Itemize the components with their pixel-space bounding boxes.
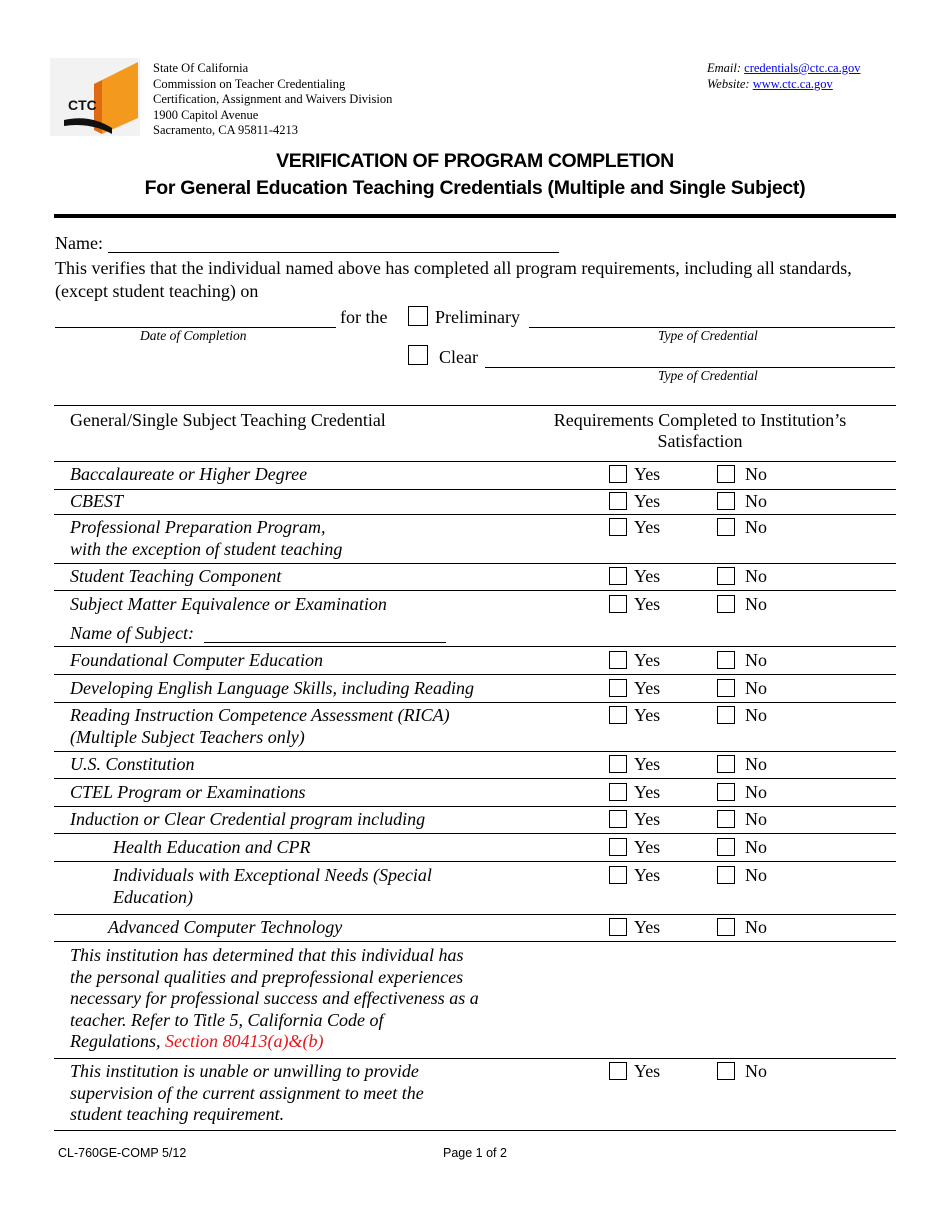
logo-text: CTC: [68, 97, 97, 113]
header-divider: [54, 214, 896, 218]
address-line: State Of California: [153, 61, 249, 75]
col1-header: General/Single Subject Teaching Credential: [70, 410, 386, 430]
no-checkbox[interactable]: [717, 465, 735, 483]
col2-header: Requirements Completed to Institution’s Satisfaction: [553, 410, 847, 451]
row-line: [54, 702, 896, 703]
requirement-label: CBEST: [70, 491, 124, 511]
no-label: No: [745, 837, 767, 857]
requirement-label: Reading Instruction Competence Assessment (RICA) (Multiple Subject Teachers only): [70, 705, 450, 747]
yes-checkbox[interactable]: [609, 866, 627, 884]
no-label: No: [745, 754, 767, 774]
requirement-label: Student Teaching Component: [70, 566, 282, 586]
date-caption: Date of Completion: [140, 328, 247, 343]
website-label: Website:: [707, 76, 750, 91]
yes-checkbox[interactable]: [609, 838, 627, 856]
no-checkbox[interactable]: [717, 595, 735, 613]
website-link[interactable]: www.ctc.ca.gov: [752, 76, 833, 91]
no-checkbox[interactable]: [717, 651, 735, 669]
yes-checkbox[interactable]: [609, 595, 627, 613]
preliminary-checkbox[interactable]: [408, 306, 428, 326]
no-label: No: [745, 517, 767, 537]
verify-text-line2: (except student teaching) on: [55, 281, 259, 301]
no-label: No: [745, 650, 767, 670]
yes-checkbox[interactable]: [609, 518, 627, 536]
qualities-statement: This institution has determined that this individual has the personal qualities and preprofessional experiences necessary for professional success and effectiveness as a teacher. Refer to Title 5, California Code of Regulations, Section 80413(a)&(b): [70, 945, 479, 1051]
page-number: Page 1 of 2: [443, 1146, 507, 1160]
requirement-label: Professional Preparation Program, with the exception of student teaching: [70, 517, 343, 559]
yes-checkbox[interactable]: [609, 492, 627, 510]
row-line: [54, 861, 896, 862]
yes-label: Yes: [634, 464, 661, 484]
preliminary-label: Preliminary: [435, 307, 520, 327]
row-line: [54, 514, 896, 515]
unable-statement: This institution is unable or unwilling to provide supervision of the current assignment to meet the student teaching requirement.: [70, 1061, 424, 1124]
no-label: No: [745, 782, 767, 802]
requirement-label: Health Education and CPR: [113, 837, 311, 857]
yes-checkbox[interactable]: [609, 810, 627, 828]
no-checkbox[interactable]: [717, 706, 735, 724]
yes-label: Yes: [634, 917, 661, 937]
no-checkbox[interactable]: [717, 679, 735, 697]
header-row-line: [54, 461, 896, 462]
no-checkbox[interactable]: [717, 492, 735, 510]
yes-label: Yes: [634, 754, 661, 774]
agency-address: [153, 61, 392, 139]
no-label: No: [745, 464, 767, 484]
row-line: [54, 751, 896, 752]
yes-label: Yes: [634, 678, 661, 698]
no-label: No: [745, 705, 767, 725]
row-line: [54, 563, 896, 564]
yes-label: Yes: [634, 705, 661, 725]
ctc-logo: [50, 58, 140, 136]
section-80413-link[interactable]: Section 80413(a)&(b): [165, 1031, 324, 1051]
yes-label: Yes: [634, 782, 661, 802]
no-checkbox[interactable]: [717, 810, 735, 828]
table-bottom-line: [54, 1130, 896, 1131]
yes-checkbox[interactable]: [609, 465, 627, 483]
row-line: [54, 590, 896, 591]
address-line: Sacramento, CA 95811-4213: [153, 123, 299, 138]
row-line: [54, 646, 896, 647]
no-label: No: [745, 1061, 767, 1081]
yes-label: Yes: [634, 650, 661, 670]
yes-checkbox[interactable]: [609, 783, 627, 801]
no-checkbox[interactable]: [717, 567, 735, 585]
no-label: No: [745, 594, 767, 614]
yes-checkbox[interactable]: [609, 567, 627, 585]
no-label: No: [745, 491, 767, 511]
address-line: Certification, Assignment and Waivers Division: [153, 92, 393, 107]
page-subtitle: For General Education Teaching Credentials (Multiple and Single Subject): [144, 177, 806, 199]
verify-text-line1: This verifies that the individual named above has completed all program requirements, including all standards,: [55, 258, 852, 278]
no-checkbox[interactable]: [717, 518, 735, 536]
address-line: 1900 Capitol Avenue: [153, 107, 259, 122]
yes-label: Yes: [634, 837, 661, 857]
name-field[interactable]: [108, 252, 559, 253]
requirement-label: Subject Matter Equivalence or Examination Name of Subject:: [70, 594, 387, 643]
clear-checkbox[interactable]: [408, 345, 428, 365]
email-label: Email:: [707, 61, 742, 75]
type-caption-preliminary: Type of Credential: [658, 328, 758, 343]
yes-label: Yes: [634, 594, 661, 614]
no-checkbox[interactable]: [717, 783, 735, 801]
requirement-label: Induction or Clear Credential program including: [70, 809, 426, 829]
requirement-label: Individuals with Exceptional Needs (Special Education): [113, 865, 432, 907]
no-checkbox[interactable]: [717, 838, 735, 856]
no-checkbox[interactable]: [717, 755, 735, 773]
name-label: Name:: [55, 233, 103, 253]
requirement-label: Advanced Computer Technology: [108, 917, 343, 937]
yes-label: Yes: [634, 566, 661, 586]
no-label: No: [745, 917, 767, 937]
yes-checkbox[interactable]: [609, 918, 627, 936]
no-label: No: [745, 809, 767, 829]
unable-yes-checkbox[interactable]: [609, 1062, 627, 1080]
row-line: [54, 778, 896, 779]
name-of-subject-field[interactable]: [204, 642, 446, 643]
email-link[interactable]: credentials@ctc.ca.gov: [744, 61, 861, 75]
address-line: Commission on Teacher Credentialing: [153, 76, 346, 91]
row-line: [54, 833, 896, 834]
requirement-label: Baccalaureate or Higher Degree: [70, 464, 308, 484]
row-line: [54, 1058, 896, 1059]
yes-label: Yes: [634, 1061, 661, 1081]
type-caption-clear: Type of Credential: [658, 368, 758, 383]
no-checkbox[interactable]: [717, 918, 735, 936]
row-line: [54, 806, 896, 807]
no-checkbox[interactable]: [717, 866, 735, 884]
yes-label: Yes: [634, 809, 661, 829]
no-label: No: [745, 865, 767, 885]
row-line: [54, 914, 896, 915]
clear-label: Clear: [439, 347, 478, 367]
yes-checkbox[interactable]: [609, 679, 627, 697]
table-top-line: [54, 405, 896, 406]
row-line: [54, 674, 896, 675]
yes-checkbox[interactable]: [609, 706, 627, 724]
form-code: CL-760GE-COMP 5/12: [58, 1146, 187, 1160]
requirement-label: Developing English Language Skills, including Reading: [70, 678, 474, 698]
for-the-label: for the: [340, 307, 388, 327]
contact-info: [707, 61, 860, 92]
row-line: [54, 489, 896, 490]
no-label: No: [745, 566, 767, 586]
no-label: No: [745, 678, 767, 698]
unable-no-checkbox[interactable]: [717, 1062, 735, 1080]
requirement-label: Foundational Computer Education: [70, 650, 323, 670]
requirement-label: CTEL Program or Examinations: [70, 782, 306, 802]
yes-checkbox[interactable]: [609, 651, 627, 669]
requirement-label: U.S. Constitution: [70, 754, 195, 774]
row-line: [54, 941, 896, 942]
yes-label: Yes: [634, 517, 661, 537]
yes-label: Yes: [634, 865, 661, 885]
page-title: VERIFICATION OF PROGRAM COMPLETION: [276, 150, 674, 172]
yes-label: Yes: [634, 491, 661, 511]
yes-checkbox[interactable]: [609, 755, 627, 773]
